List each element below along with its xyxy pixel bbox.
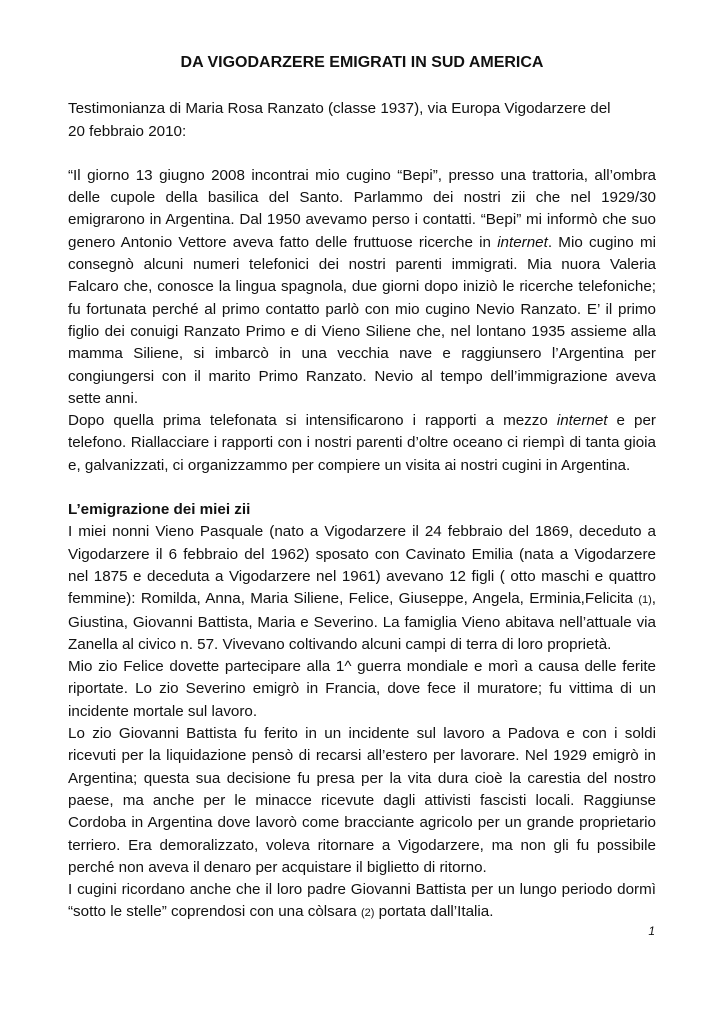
paragraph-2-emphasis: internet (556, 412, 608, 430)
intro-line-2: 20 febbraio 2010: (68, 122, 187, 140)
paragraph-5: Lo zio Giovanni Battista fu ferito in un incidente sul lavoro a Padova e con i soldi ricevuti per la liquidazione pensò di recarsi all’estero per lavorare. Nel 1929 emigrò in Argentina; questa sua decisione fu presa per la vita dura cioè la carestia del nostro paese, ma anche per le minacce ricevute dagli attivisti fascisti locali. Raggiunse Cordoba in Argentina dove lavorò come bracciante agricolo per un grande proprietario terriero. Era demoralizzato, voleva ritornare a Vigodarzere, ma non gli fu possibile perché non aveva il denaro per acquistare il biglietto di ritorno. (68, 725, 656, 876)
intro-paragraph (68, 98, 656, 143)
section-heading: L’emigrazione dei miei zii (68, 501, 251, 519)
paragraph-6 (68, 879, 656, 925)
paragraph-2-text-a: Dopo quella prima telefonata si intensificarono i rapporti a mezzo (68, 412, 557, 430)
paragraph-4: Mio zio Felice dovette partecipare alla 1^ guerra mondiale e morì a causa delle ferite riportate. Lo zio Severino emigrò in Francia, dove fece il muratore; fu vittima di un incidente mortale sul lavoro. (68, 658, 656, 720)
page-number: 1 (648, 924, 655, 938)
paragraph-3 (68, 521, 656, 656)
document-title: DA VIGODARZERE EMIGRATI IN SUD AMERICA (180, 54, 544, 71)
paragraph-3-text-a: I miei nonni Vieno Pasquale (nato a Vigodarzere il 24 febbraio del 1869, deceduto a Vigodarzere il 6 febbraio del 1962) sposato con Cavinato Emilia (nata a Vigodarzere nel 1875 e deceduta a Vigodarzere nel 1961) avevano 12 figli ( otto maschi e quattro femmine): Romilda, Anna, Maria Siliene, Felice, Giuseppe, Angela, Erminia,Felicita (68, 523, 656, 608)
footnote-ref-2: (2) (360, 907, 375, 920)
paragraph-1 (68, 165, 656, 410)
paragraph-6-text-a: I cugini ricordano anche che il loro padre Giovanni Battista per un lungo periodo dormì “sotto le stelle” coprendosi con una còlsara (68, 881, 656, 921)
paragraph-6-text-b: portata dall’Italia. (374, 903, 494, 921)
paragraph-3-text-b: , Giustina, Giovanni Battista, Maria e Severino. La famiglia Vieno abitava nell’attuale via Zanella al civico n. 57. Vivevano coltivando alcuni campi di terra di loro proprietà. (68, 590, 656, 653)
paragraph-2-text-b: e per telefono. Riallacciare i rapporti con i nostri parenti d’oltre oceano ci riempì di tanta gioia e, galvanizzati, ci organizzammo per compiere un visita ai nostri cugini in Argentina. (68, 412, 656, 474)
intro-line-1: Testimonianza di Maria Rosa Ranzato (classe 1937), via Europa Vigodarzere del (68, 100, 611, 118)
document-page (68, 52, 656, 925)
paragraph-1-text-b: . Mio cugino mi consegnò alcuni numeri telefonici dei nostri parenti immigrati. Mia nuora Valeria Falcaro che, conosce la lingua spagnola, due giorni dopo iniziò le ricerche telefoniche; fu fortunata perché al primo contatto parlò con mio cugino Nevio Ranzato. E’ il primo figlio dei conuigi Ranzato Primo e di Vieno Siliene che, nel lontano 1935 assieme alla mamma Siliene, si imbarcò in una vecchia nave e raggiunsero l’Argentina per congiungersi con il marito Primo Ranzato. Nevio al tempo dell’immigrazione aveva sette anni. (68, 233, 656, 407)
footnote-ref-1: (1) (638, 594, 652, 607)
paragraph-1-text-a: “Il giorno 13 giugno 2008 incontrai mio cugino “Bepi”, presso una trattoria, all’ombra delle cupole della basilica del Santo. Parlammo dei nostri zii che nel 1929/30 emigrarono in Argentina. Dal 1950 avevamo perso i contatti. “Bepi” mi informò che suo genero Antonio Vettore aveva fatto delle fruttuose ricerche in (68, 166, 656, 251)
paragraph-1-emphasis: internet (497, 233, 548, 251)
paragraph-2 (68, 410, 656, 477)
